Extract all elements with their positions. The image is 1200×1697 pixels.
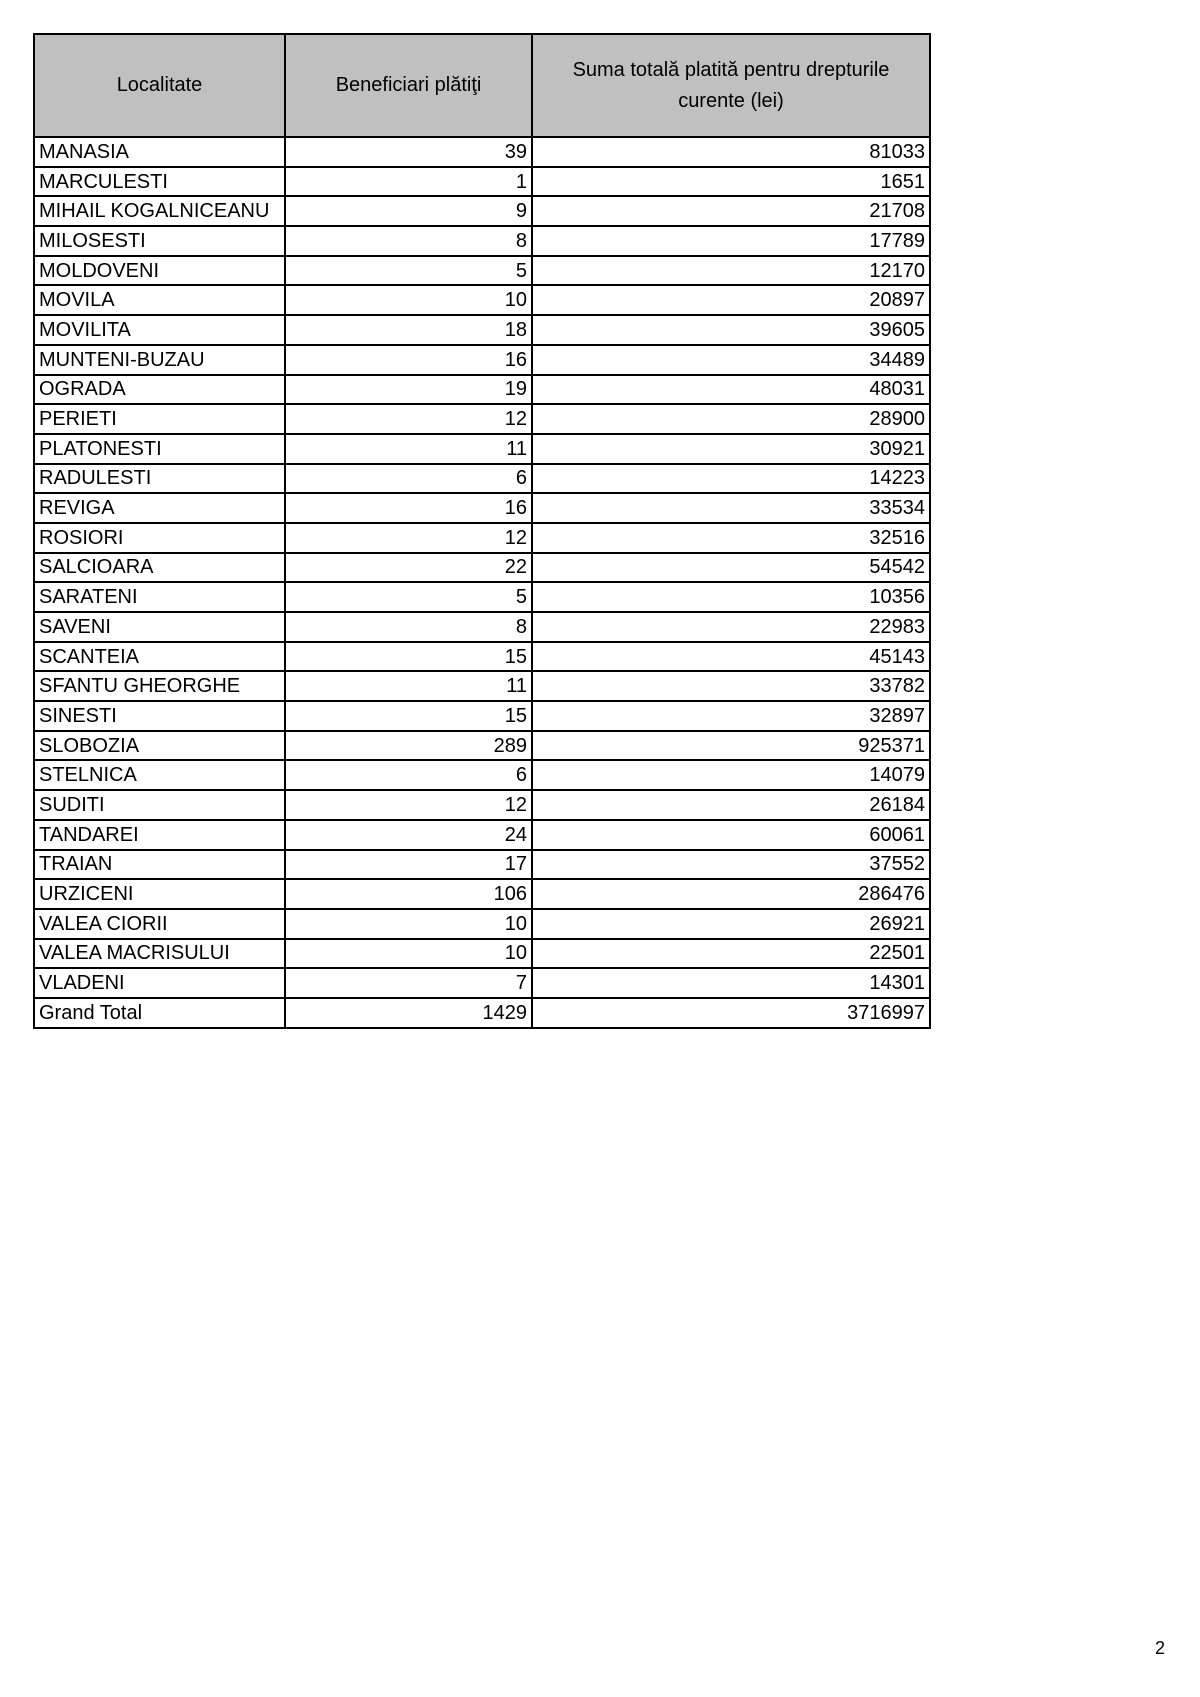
table-row bbox=[34, 553, 930, 583]
cell-suma: 60061 bbox=[532, 820, 930, 850]
table-row bbox=[34, 850, 930, 880]
cell-beneficiari: 15 bbox=[285, 701, 532, 731]
table-row bbox=[34, 256, 930, 286]
cell-beneficiari: 16 bbox=[285, 345, 532, 375]
cell-beneficiari: 5 bbox=[285, 256, 532, 286]
cell-localitate: OGRADA bbox=[34, 375, 285, 405]
table-row bbox=[34, 285, 930, 315]
cell-localitate: SINESTI bbox=[34, 701, 285, 731]
cell-localitate: PERIETI bbox=[34, 404, 285, 434]
header-localitate: Localitate bbox=[34, 34, 285, 137]
table-row bbox=[34, 434, 930, 464]
cell-beneficiari: 7 bbox=[285, 968, 532, 998]
cell-beneficiari: 12 bbox=[285, 523, 532, 553]
cell-beneficiari: 106 bbox=[285, 879, 532, 909]
cell-localitate: SARATENI bbox=[34, 582, 285, 612]
table-body bbox=[34, 137, 930, 998]
table-row bbox=[34, 612, 930, 642]
cell-localitate: TANDAREI bbox=[34, 820, 285, 850]
cell-localitate: SFANTU GHEORGHE bbox=[34, 671, 285, 701]
cell-localitate: SAVENI bbox=[34, 612, 285, 642]
cell-localitate: VALEA MACRISULUI bbox=[34, 939, 285, 969]
total-beneficiari: 1429 bbox=[285, 998, 532, 1028]
cell-beneficiari: 11 bbox=[285, 671, 532, 701]
table-row bbox=[34, 701, 930, 731]
cell-localitate: URZICENI bbox=[34, 879, 285, 909]
cell-suma: 28900 bbox=[532, 404, 930, 434]
table-row bbox=[34, 345, 930, 375]
table-row bbox=[34, 909, 930, 939]
cell-localitate: MILOSESTI bbox=[34, 226, 285, 256]
beneficiaries-table bbox=[33, 33, 931, 1029]
cell-suma: 30921 bbox=[532, 434, 930, 464]
total-suma: 3716997 bbox=[532, 998, 930, 1028]
cell-suma: 33534 bbox=[532, 493, 930, 523]
table-row bbox=[34, 196, 930, 226]
cell-localitate: VLADENI bbox=[34, 968, 285, 998]
cell-suma: 33782 bbox=[532, 671, 930, 701]
cell-suma: 34489 bbox=[532, 345, 930, 375]
cell-localitate: ROSIORI bbox=[34, 523, 285, 553]
cell-localitate: TRAIAN bbox=[34, 850, 285, 880]
header-beneficiari: Beneficiari plătiţi bbox=[285, 34, 532, 137]
cell-suma: 26184 bbox=[532, 790, 930, 820]
table-row bbox=[34, 375, 930, 405]
cell-suma: 48031 bbox=[532, 375, 930, 405]
table-row bbox=[34, 404, 930, 434]
cell-localitate: VALEA CIORII bbox=[34, 909, 285, 939]
cell-localitate: SUDITI bbox=[34, 790, 285, 820]
table-row bbox=[34, 464, 930, 494]
cell-localitate: STELNICA bbox=[34, 760, 285, 790]
grand-total-row bbox=[34, 998, 930, 1028]
cell-localitate: REVIGA bbox=[34, 493, 285, 523]
cell-suma: 39605 bbox=[532, 315, 930, 345]
cell-beneficiari: 18 bbox=[285, 315, 532, 345]
table-row bbox=[34, 315, 930, 345]
cell-beneficiari: 16 bbox=[285, 493, 532, 523]
cell-suma: 14223 bbox=[532, 464, 930, 494]
table-row bbox=[34, 523, 930, 553]
cell-beneficiari: 8 bbox=[285, 226, 532, 256]
cell-localitate: RADULESTI bbox=[34, 464, 285, 494]
cell-suma: 1651 bbox=[532, 167, 930, 197]
cell-localitate: PLATONESTI bbox=[34, 434, 285, 464]
cell-suma: 14079 bbox=[532, 760, 930, 790]
table-row bbox=[34, 582, 930, 612]
cell-suma: 32897 bbox=[532, 701, 930, 731]
cell-beneficiari: 289 bbox=[285, 731, 532, 761]
cell-localitate: MIHAIL KOGALNICEANU bbox=[34, 196, 285, 226]
cell-beneficiari: 6 bbox=[285, 464, 532, 494]
cell-suma: 37552 bbox=[532, 850, 930, 880]
table-row bbox=[34, 493, 930, 523]
table-row bbox=[34, 671, 930, 701]
table-row bbox=[34, 731, 930, 761]
cell-beneficiari: 19 bbox=[285, 375, 532, 405]
cell-beneficiari: 10 bbox=[285, 909, 532, 939]
cell-beneficiari: 11 bbox=[285, 434, 532, 464]
cell-localitate: MUNTENI-BUZAU bbox=[34, 345, 285, 375]
cell-beneficiari: 12 bbox=[285, 790, 532, 820]
cell-beneficiari: 6 bbox=[285, 760, 532, 790]
cell-localitate: SALCIOARA bbox=[34, 553, 285, 583]
cell-suma: 45143 bbox=[532, 642, 930, 672]
header-suma: Suma totală platită pentru drepturile curente (lei) bbox=[532, 34, 930, 137]
page-number: 2 bbox=[1155, 1638, 1166, 1658]
cell-localitate: SCANTEIA bbox=[34, 642, 285, 672]
table-row bbox=[34, 968, 930, 998]
cell-suma: 286476 bbox=[532, 879, 930, 909]
table-row bbox=[34, 879, 930, 909]
cell-suma: 21708 bbox=[532, 196, 930, 226]
table-row bbox=[34, 760, 930, 790]
cell-beneficiari: 1 bbox=[285, 167, 532, 197]
table-row bbox=[34, 137, 930, 167]
cell-suma: 22983 bbox=[532, 612, 930, 642]
cell-suma: 12170 bbox=[532, 256, 930, 286]
cell-localitate: MOVILA bbox=[34, 285, 285, 315]
cell-beneficiari: 9 bbox=[285, 196, 532, 226]
cell-localitate: MANASIA bbox=[34, 137, 285, 167]
cell-suma: 22501 bbox=[532, 939, 930, 969]
cell-localitate: SLOBOZIA bbox=[34, 731, 285, 761]
cell-suma: 32516 bbox=[532, 523, 930, 553]
cell-localitate: MOLDOVENI bbox=[34, 256, 285, 286]
cell-beneficiari: 22 bbox=[285, 553, 532, 583]
cell-localitate: MOVILITA bbox=[34, 315, 285, 345]
cell-beneficiari: 12 bbox=[285, 404, 532, 434]
cell-suma: 81033 bbox=[532, 137, 930, 167]
cell-beneficiari: 8 bbox=[285, 612, 532, 642]
table-row bbox=[34, 939, 930, 969]
table-row bbox=[34, 642, 930, 672]
cell-beneficiari: 10 bbox=[285, 285, 532, 315]
total-label: Grand Total bbox=[34, 998, 285, 1028]
table-row bbox=[34, 167, 930, 197]
table-row bbox=[34, 226, 930, 256]
cell-beneficiari: 15 bbox=[285, 642, 532, 672]
cell-beneficiari: 17 bbox=[285, 850, 532, 880]
header-row bbox=[34, 34, 930, 137]
table-row bbox=[34, 790, 930, 820]
cell-beneficiari: 24 bbox=[285, 820, 532, 850]
cell-localitate: MARCULESTI bbox=[34, 167, 285, 197]
cell-beneficiari: 10 bbox=[285, 939, 532, 969]
cell-suma: 54542 bbox=[532, 553, 930, 583]
cell-beneficiari: 5 bbox=[285, 582, 532, 612]
cell-suma: 20897 bbox=[532, 285, 930, 315]
table-row bbox=[34, 820, 930, 850]
cell-suma: 17789 bbox=[532, 226, 930, 256]
cell-suma: 14301 bbox=[532, 968, 930, 998]
cell-suma: 26921 bbox=[532, 909, 930, 939]
cell-beneficiari: 39 bbox=[285, 137, 532, 167]
cell-suma: 10356 bbox=[532, 582, 930, 612]
cell-suma: 925371 bbox=[532, 731, 930, 761]
